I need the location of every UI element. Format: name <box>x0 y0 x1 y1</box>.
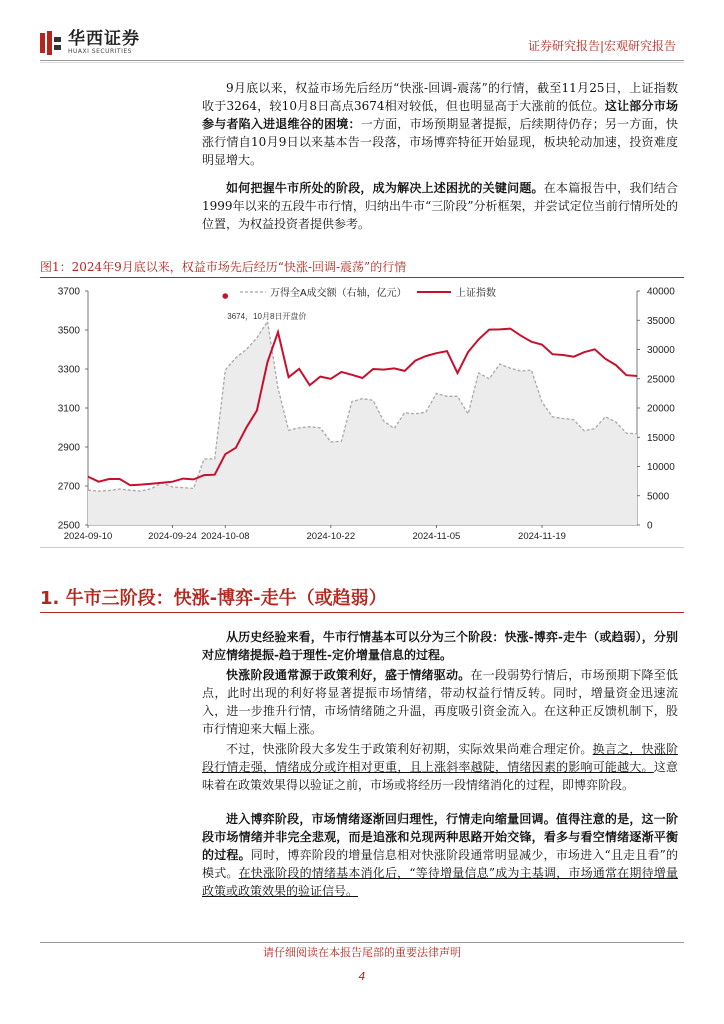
intro-p1-text: 9月底以来，权益市场先后经历“快涨-回调-震荡”的行情，截至11月25日，上证指数收于3264，较10月8日高点3674相对较低，但也明显高于大涨前的低位。 <box>202 81 678 113</box>
market-chart <box>40 279 684 545</box>
intro-p1-bold: 这让部分市场参与者陷入进退维谷的困境： <box>202 99 678 131</box>
x-axis <box>64 525 637 542</box>
page-number: 4 <box>358 970 366 983</box>
legal-notice: 请仔细阅读在本报告尾部的重要法律声明 <box>263 946 461 959</box>
intro-p2-rest: 在本篇报告中，我们结合1999年以来的五段牛市行情，归纳出牛市“三阶段”分析框架，并尝试定位当前行情所处的位置，为权益投资者提供参考。 <box>202 181 678 231</box>
right-tick-label: 30000 <box>647 345 675 356</box>
section-p4-underlined: 在快涨阶段的情绪基本消化后，“等待增量信息”成为主基调，市场通常在期待增量政策或政策效果的验证信号。 <box>202 866 678 898</box>
section-p2-bold: 快涨阶段通常源于政策利好，盛于情绪驱动。 <box>226 668 471 682</box>
intro-p1-rest: 一方面，市场预期显著提振，后续期待仍存；另一方面，快涨行情自10月9日以来基本告一段落，市场博弈特征开始显现，板块轮动加速，投资难度明显增大。 <box>202 117 678 167</box>
section-p3-b: 这意味着在政策效果得以验证之前，市场或将经历一段情绪消化的过程，即博弈阶段。 <box>202 760 678 792</box>
left-tick-label: 2500 <box>57 520 80 532</box>
right-tick-label: 10000 <box>647 462 675 473</box>
left-tick-label: 3500 <box>57 325 80 337</box>
left-tick-label: 2900 <box>57 442 80 454</box>
footer-divider <box>40 942 684 943</box>
x-tick-label: 2024-11-19 <box>518 531 566 542</box>
x-tick-label: 2024-10-08 <box>200 531 250 542</box>
left-tick-label: 3700 <box>57 286 80 298</box>
left-tick-label: 3100 <box>57 403 80 415</box>
huaxi-logo-icon <box>40 31 62 55</box>
right-tick-label: 20000 <box>647 403 675 415</box>
left-tick-label: 2700 <box>57 481 80 493</box>
section-paragraph-4 <box>202 810 678 900</box>
figure-title: 图1：2024年9月底以来，权益市场先后经历“快涨-回调-震荡”的行情 <box>40 260 407 274</box>
right-tick-label: 0 <box>647 520 653 532</box>
company-logo <box>40 30 140 56</box>
section-p1-bold: 从历史经验来看，牛市行情基本可以分为三个阶段：快涨-博弈-走牛（或趋弱），分别对应情绪提振-趋于理性-定价增量信息的过程。 <box>202 630 678 662</box>
section-paragraph-2 <box>202 666 678 738</box>
intro-p2-bold: 如何把握牛市所处的阶段，成为解决上述困扰的关键问题。 <box>226 181 544 195</box>
left-axis <box>58 287 88 532</box>
plot-area <box>88 293 637 525</box>
figure-top-rule <box>40 277 684 278</box>
figure-bottom-rule <box>40 547 684 548</box>
left-tick-label: 3300 <box>57 364 80 376</box>
right-tick-label: 40000 <box>647 286 675 298</box>
x-tick-label: 2024-09-10 <box>63 531 113 542</box>
x-tick-label: 2024-11-05 <box>412 531 461 542</box>
section-p2-rest: 在一段弱势行情后，市场预期下降至低点，此时出现的利好将显著提振市场情绪，带动权益行情反转。同时，增量资金迅速流入，进一步推升行情，市场情绪随之升温，再度吸引资金流入。在这种正反馈机制下，股市行情迎来大幅上涨。 <box>202 668 678 736</box>
chart-legend <box>240 286 496 299</box>
legend-index-label: 上证指数 <box>456 288 496 299</box>
right-axis <box>637 287 675 532</box>
section-p4-bold: 进入博弈阶段，市场情绪逐渐回归理性，行情走向缩量回调。值得注意的是，这一阶段市场情绪并非完全悲观，而是追涨和兑现两种思路开始交锋，看多与看空情绪逐渐平衡的过程。 <box>202 812 678 862</box>
legend-volume-label: 万得全A成交额（右轴，亿元） <box>270 288 407 299</box>
report-type: 证券研究报告|宏观研究报告 <box>527 39 676 53</box>
logo-en: HUAXI SECURITIES <box>68 48 132 55</box>
header-divider <box>40 60 684 61</box>
section-p3-a: 不过，快涨阶段大多发生于政策利好初期，实际效果尚难合理定价。 <box>226 742 593 756</box>
right-tick-label: 25000 <box>647 374 675 386</box>
volume-area <box>88 321 637 525</box>
section-p3-underlined: 换言之，快涨阶段行情走强，情绪成分或许相对更重，且上涨斜率越陡，情绪因素的影响可能越大。 <box>202 742 678 774</box>
logo-cn: 华西证券 <box>68 29 140 49</box>
x-tick-label: 2024-10-22 <box>306 531 356 542</box>
header-divider-thin <box>40 62 684 63</box>
section-paragraph-1 <box>202 628 678 664</box>
right-tick-label: 35000 <box>647 315 675 327</box>
intro-paragraph-1 <box>202 79 678 169</box>
right-tick-label: 5000 <box>647 491 670 503</box>
section-p4-rest: 同时，博弈阶段的增量信息相对快涨阶段通常明显减少，市场进入“且走且看”的模式。 <box>202 848 678 880</box>
intro-paragraph-2 <box>202 179 678 233</box>
right-tick-label: 15000 <box>647 432 675 444</box>
annotation-marker <box>222 293 228 299</box>
x-tick-label: 2024-09-24 <box>148 531 197 542</box>
annotation-label: 3674，10月8日开盘价 <box>227 312 307 322</box>
section-title: 1. 牛市三阶段：快涨-博弈-走牛（或趋弱） <box>40 588 387 609</box>
section-rule <box>40 612 684 613</box>
section-paragraph-3 <box>202 740 678 794</box>
